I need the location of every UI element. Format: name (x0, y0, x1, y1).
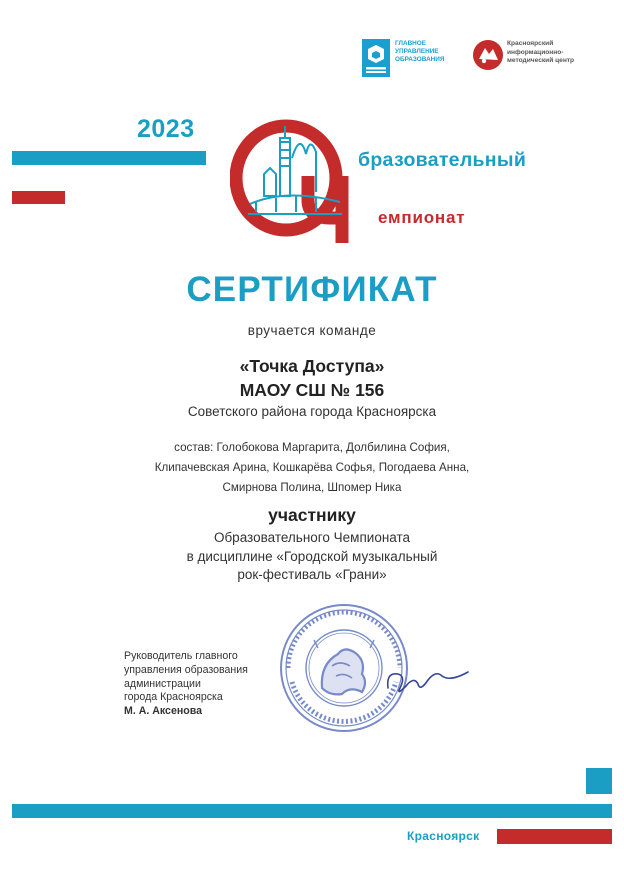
decor-bar-red-top (12, 191, 65, 204)
signer-name: М. А. Аксенова (124, 705, 202, 718)
decor-bar-blue-top (12, 151, 206, 165)
championship-year: 2023 (137, 115, 195, 143)
members-line: Смирнова Полина, Шпомер Ника (222, 481, 402, 494)
certificate-subtitle: вручается команде (247, 323, 377, 338)
education-department-name: ГЛАВНОЕ УПРАВЛЕНИЕ ОБРАЗОВАНИЯ (395, 40, 445, 63)
team-name: «Точка Доступа» (239, 356, 385, 376)
district-text: Советского района города Красноярска (187, 404, 437, 419)
championship-word-championship: емпионат (378, 208, 466, 227)
signer-position-line: администрации (124, 677, 201, 690)
info-center-logo (472, 39, 504, 71)
team-block (0, 354, 624, 402)
certificate-title: СЕРТИФИКАТ (186, 270, 438, 309)
footer-city: Красноярск (407, 829, 480, 843)
discipline-line: рок-фестиваль «Грани» (237, 567, 387, 582)
members-line: состав: Голобокова Маргарита, Долбилина София, (174, 441, 450, 454)
school-name: МАОУ СШ № 156 (239, 380, 385, 400)
championship-emblem (230, 108, 380, 246)
signer-block (124, 650, 289, 719)
signer-position-line: Руководитель главного (124, 650, 238, 662)
decor-square-blue-bottom (586, 768, 612, 794)
decor-bar-red-bottom (497, 829, 612, 844)
discipline-line: Образовательного Чемпионата (213, 530, 411, 545)
education-department-logo (362, 39, 390, 77)
signer-position-line: управления образования (124, 663, 248, 676)
signer-position-line: города Красноярска (124, 691, 223, 704)
info-center-name: Красноярский информационно-методический центр (507, 40, 575, 64)
participant-role: участнику (268, 505, 356, 525)
discipline-text (0, 529, 624, 585)
members-line: Клипачевская Арина, Кошкарёва Софья, Погодаева Анна, (154, 461, 470, 474)
handwritten-signature (380, 658, 470, 700)
decor-bar-blue-bottom (12, 804, 612, 818)
championship-word-educational: бразовательный (358, 149, 527, 171)
discipline-line: в дисциплине «Городской музыкальный (186, 548, 438, 564)
members-list (0, 438, 624, 498)
